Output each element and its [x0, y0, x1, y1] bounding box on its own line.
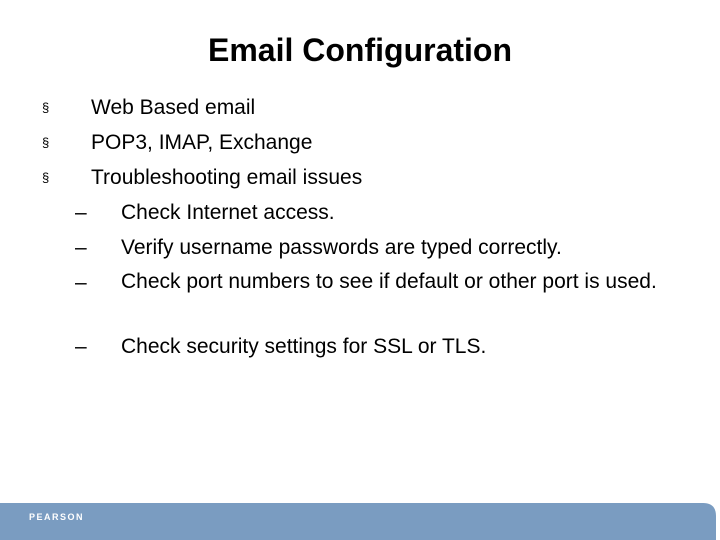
sub-bullet-item	[0, 230, 720, 265]
sub-bullet-text: Verify username passwords are typed correctly.	[121, 236, 562, 259]
bullet-marker: §	[42, 170, 50, 185]
bullet-item	[0, 90, 720, 125]
bullet-text: Web Based email	[91, 96, 256, 119]
footer-bar-shape	[0, 503, 720, 540]
bullet-item	[0, 125, 720, 160]
sub-bullet-item	[0, 265, 720, 329]
footer-bar	[0, 503, 720, 540]
bullet-text: Troubleshooting email issues	[91, 166, 363, 189]
sub-bullet-item	[0, 329, 720, 364]
pearson-logo: PEARSON	[29, 512, 85, 522]
dash-marker: –	[75, 335, 87, 358]
sub-bullet-text: Check port numbers to see if default or other port is used.	[121, 270, 657, 293]
dash-marker: –	[75, 236, 87, 259]
slide-title: Email Configuration	[208, 32, 512, 68]
dash-marker: –	[75, 271, 87, 294]
sub-bullet-text: Check Internet access.	[121, 201, 335, 224]
sub-bullet-text: Check security settings for SSL or TLS.	[121, 335, 487, 358]
sub-bullet-item	[0, 195, 720, 230]
bullet-marker: §	[42, 100, 50, 115]
bullet-text: POP3, IMAP, Exchange	[91, 131, 313, 154]
bullet-marker: §	[42, 135, 50, 150]
dash-marker: –	[75, 201, 87, 224]
bullet-item	[0, 160, 720, 195]
bullet-list	[0, 90, 720, 364]
